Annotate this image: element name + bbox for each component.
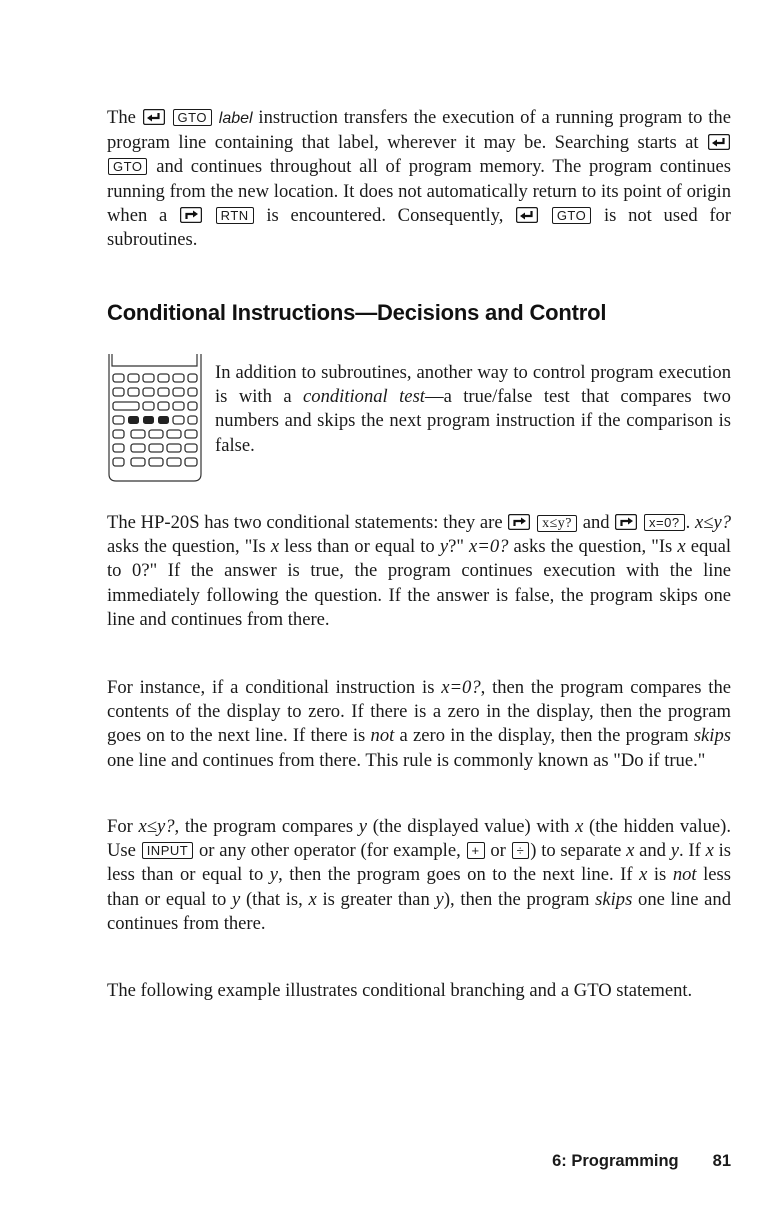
section-title: 6: Programming (552, 1152, 679, 1170)
right-shift-key (615, 514, 637, 530)
rtn-key: RTN (216, 207, 254, 224)
gto-key: GTO (552, 207, 591, 224)
input-key: INPUT (142, 842, 194, 859)
x-eq-0-key: x=0? (644, 514, 685, 531)
x-le-y-key: x≤y? (537, 515, 577, 532)
paragraph-following: The following example illustrates conditional branching and a GTO statement. (107, 980, 693, 1001)
gto-key: GTO (173, 109, 212, 126)
paragraph-gto: The GTO label instruction transfers the execution of a running program to the program line containing that label, wherever it may be. Searching starts at GTO and continues throughout all of program memory. The program continues running from the new location. It does not automatically return to its point of origin when a RTN is encountered. Consequently, GTO is not used for subroutines. (107, 107, 732, 251)
left-shift-key (516, 207, 538, 223)
right-shift-key (180, 207, 202, 223)
paragraph-x-le-y: For x≤y?, the program compares y (the displayed value) with x (the hidden value). Use INPUT or any other operator (for example, + or ÷ ) to separate x and y. If x is less than or equal to y, then the program goes on to the next line. If x is not less than or equal to y (that is, x is greater than y), then the program skips one line and continues from there. (107, 816, 732, 934)
calculator-keyboard-icon (108, 354, 202, 482)
section-heading: Conditional Instructions—Decisions and Control (107, 300, 607, 325)
label-word: label (218, 110, 253, 127)
page-footer (552, 1152, 731, 1171)
divide-key: ÷ (512, 842, 530, 859)
gto-key: GTO (108, 158, 147, 175)
paragraph-example-zero: For instance, if a conditional instruction is x=0?, then the program compares the contents of the display to zero. If there is a zero in the display, then the program goes on to the next line. If there is not a zero in the display, then the program skips one line and continues from there. This rule is commonly known as "Do if true." (107, 677, 731, 771)
left-shift-key (143, 109, 165, 125)
paragraph-conditionals: The HP-20S has two conditional statements: they are x≤y? and x=0? . x≤y? asks the question, "Is x less than or equal to y?" x=0? asks the question, "Is x equal to 0?" If the answer is true, the program continues execution with the line immediately following the question. If the answer is false, the program skips one line and continues from there. (107, 512, 732, 630)
plus-key: + (467, 842, 485, 859)
page-number: 81 (712, 1152, 731, 1170)
right-shift-key (508, 514, 530, 530)
left-shift-key (708, 134, 730, 150)
paragraph-intro: In addition to subroutines, another way to control program execution is with a conditional test—a true/false test that compares two numbers and skips the next program instruction if the comparison is false. (215, 362, 731, 456)
